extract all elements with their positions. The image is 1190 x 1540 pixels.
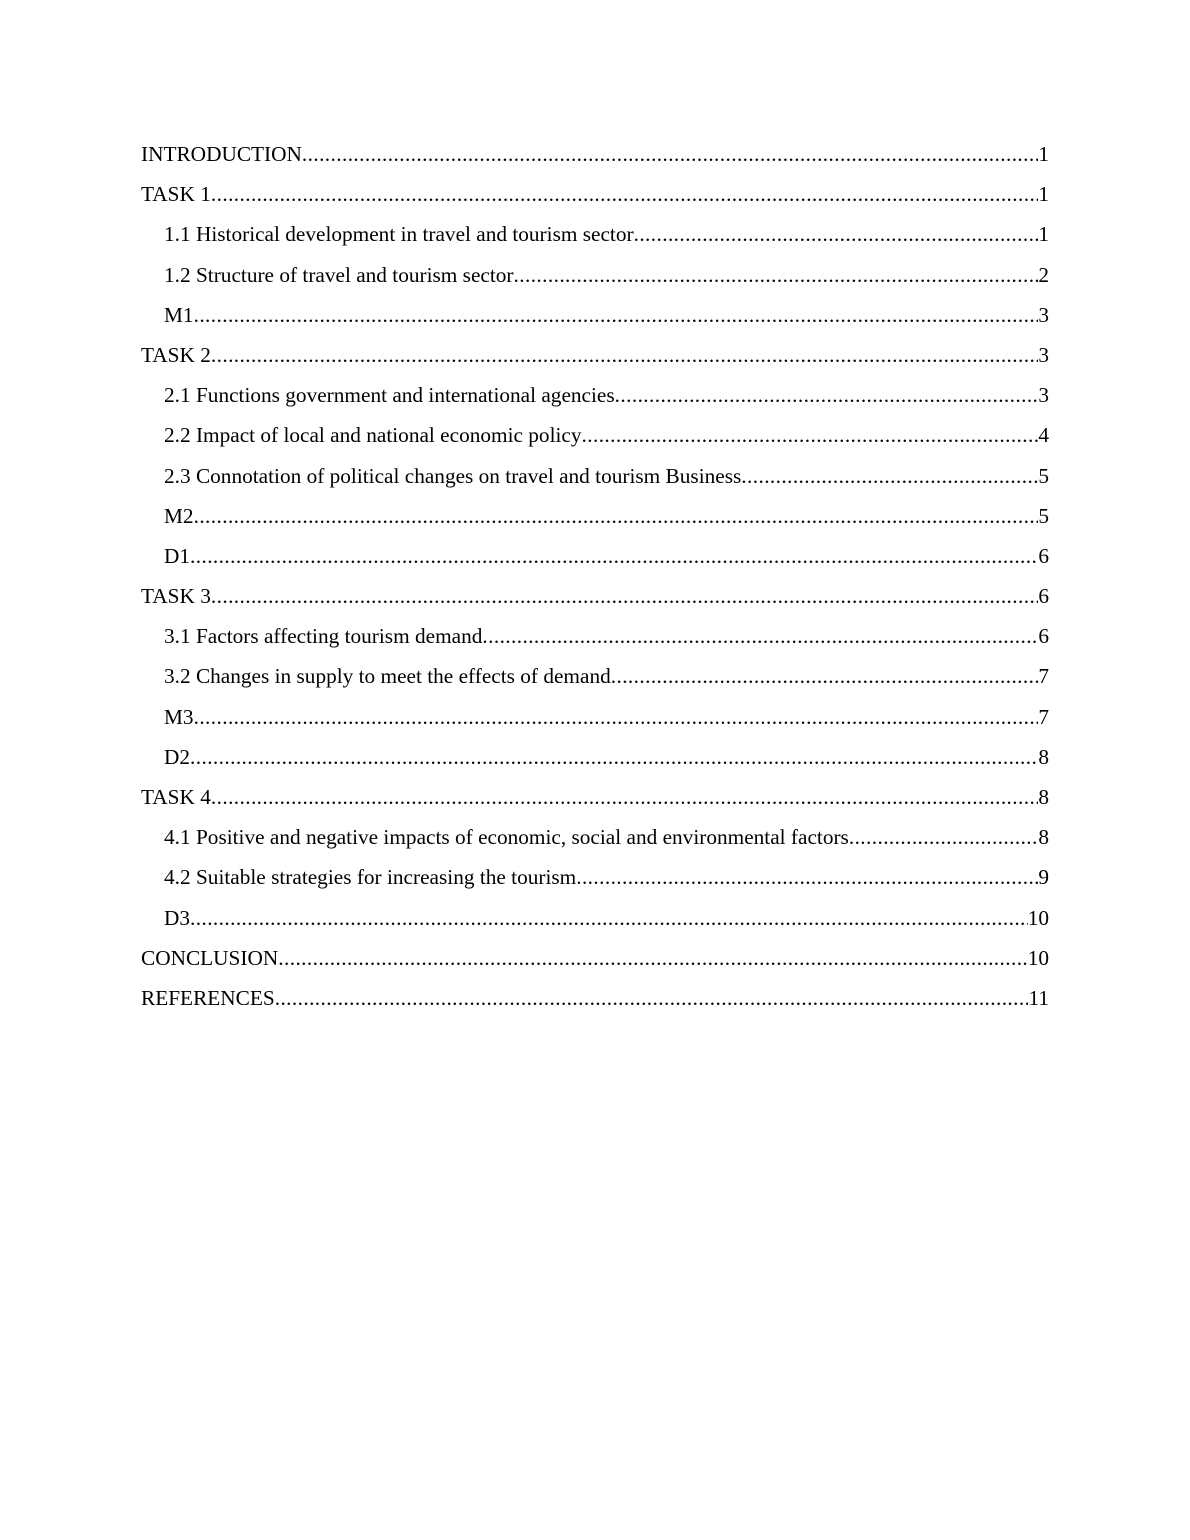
toc-entry[interactable] (141, 576, 1049, 616)
toc-entry-page-number: 1 (1038, 222, 1049, 247)
toc-entry-title: D3 (164, 905, 191, 930)
toc-entry-page-number: 3 (1038, 302, 1049, 327)
toc-entry-title: 3.2 Changes in supply to meet the effects of demand (164, 664, 611, 689)
toc-entry-page-number: 4 (1038, 423, 1049, 448)
toc-entry-page-number: 2 (1038, 262, 1049, 287)
toc-entry[interactable] (141, 335, 1049, 375)
toc-entry-page-number: 9 (1038, 865, 1049, 890)
toc-entry[interactable] (141, 857, 1049, 897)
toc-entry-page-number: 7 (1038, 664, 1049, 689)
toc-entry-page-number: 1 (1038, 182, 1049, 207)
toc-entry[interactable] (141, 656, 1049, 696)
toc-dot-leader (482, 616, 1038, 656)
toc-entry[interactable] (141, 415, 1049, 455)
toc-entry[interactable] (141, 616, 1049, 656)
toc-dot-leader (190, 737, 1038, 777)
toc-entry-page-number: 8 (1038, 825, 1049, 850)
toc-dot-leader (741, 456, 1038, 496)
toc-entry-page-number: 10 (1027, 905, 1049, 930)
toc-entry-title: M2 (164, 503, 194, 528)
toc-entry[interactable] (141, 536, 1049, 576)
toc-dot-leader (211, 174, 1038, 214)
toc-entry-title: 4.1 Positive and negative impacts of economic, social and environmental factors (164, 825, 849, 850)
toc-dot-leader (194, 295, 1039, 335)
toc-entry-page-number: 6 (1038, 624, 1049, 649)
toc-entry-title: 1.1 Historical development in travel and tourism sector (164, 222, 634, 247)
toc-dot-leader (211, 777, 1038, 817)
toc-entry-title: D1 (164, 543, 191, 568)
toc-dot-leader (615, 375, 1039, 415)
toc-entry[interactable] (141, 737, 1049, 777)
toc-entry[interactable] (141, 456, 1049, 496)
toc-entry-page-number: 6 (1038, 543, 1049, 568)
toc-entry-page-number: 7 (1038, 704, 1049, 729)
toc-entry-title: M3 (164, 704, 194, 729)
toc-entry-page-number: 11 (1028, 985, 1049, 1010)
toc-entry-title: CONCLUSION (141, 945, 279, 970)
toc-dot-leader (611, 656, 1039, 696)
toc-entry[interactable] (141, 777, 1049, 817)
toc-entry[interactable] (141, 375, 1049, 415)
toc-dot-leader (576, 857, 1038, 897)
toc-dot-leader (194, 496, 1039, 536)
toc-entry-title: M1 (164, 302, 194, 327)
toc-entry[interactable] (141, 817, 1049, 857)
toc-dot-leader (194, 697, 1039, 737)
toc-dot-leader (278, 938, 1027, 978)
toc-entry-page-number: 5 (1038, 503, 1049, 528)
toc-entry-title: TASK 1 (141, 182, 211, 207)
toc-entry-page-number: 3 (1038, 342, 1049, 367)
toc-entry-title: TASK 2 (141, 342, 211, 367)
toc-entry[interactable] (141, 295, 1049, 335)
toc-entry-title: 2.3 Connotation of political changes on travel and tourism Business (164, 463, 742, 488)
toc-entry-title: 1.2 Structure of travel and tourism sector (164, 262, 514, 287)
toc-entry-title: D2 (164, 744, 191, 769)
toc-dot-leader (190, 898, 1028, 938)
toc-entry-page-number: 5 (1038, 463, 1049, 488)
toc-entry-page-number: 10 (1027, 945, 1049, 970)
toc-dot-leader (211, 335, 1038, 375)
toc-entry-title: 3.1 Factors affecting tourism demand (164, 624, 483, 649)
toc-entry-title: TASK 4 (141, 785, 211, 809)
toc-entry-page-number: 3 (1038, 383, 1049, 408)
toc-entry[interactable] (141, 496, 1049, 536)
toc-dot-leader (582, 415, 1039, 455)
toc-entry-page-number: 8 (1038, 785, 1049, 809)
toc-entry-title: REFERENCES (141, 985, 275, 1010)
toc-dot-leader (275, 978, 1029, 1018)
toc-entry[interactable] (141, 255, 1049, 295)
toc-dot-leader (849, 817, 1038, 857)
toc-entry[interactable] (141, 978, 1049, 1018)
toc-entry-page-number: 6 (1038, 584, 1049, 609)
toc-entry[interactable] (141, 938, 1049, 978)
toc-entry[interactable] (141, 697, 1049, 737)
toc-entry-title: 2.2 Impact of local and national economic policy (164, 423, 582, 448)
toc-entry[interactable] (141, 898, 1049, 938)
toc-entry-page-number: 8 (1038, 744, 1049, 769)
toc-dot-leader (634, 214, 1039, 254)
toc-dot-leader (190, 536, 1038, 576)
toc-entry[interactable] (141, 134, 1049, 174)
toc-entry-title: TASK 3 (141, 584, 211, 609)
toc-entry-page-number: 1 (1038, 142, 1049, 166)
table-of-contents (141, 134, 1049, 1018)
toc-entry[interactable] (141, 214, 1049, 254)
toc-dot-leader (211, 576, 1038, 616)
toc-dot-leader (302, 134, 1038, 174)
toc-entry-title: 2.1 Functions government and international agencies (164, 383, 615, 408)
toc-dot-leader (514, 255, 1039, 295)
toc-entry-title: 4.2 Suitable strategies for increasing the tourism (164, 865, 577, 890)
toc-entry-title: INTRODUCTION (141, 142, 302, 166)
toc-entry[interactable] (141, 174, 1049, 214)
